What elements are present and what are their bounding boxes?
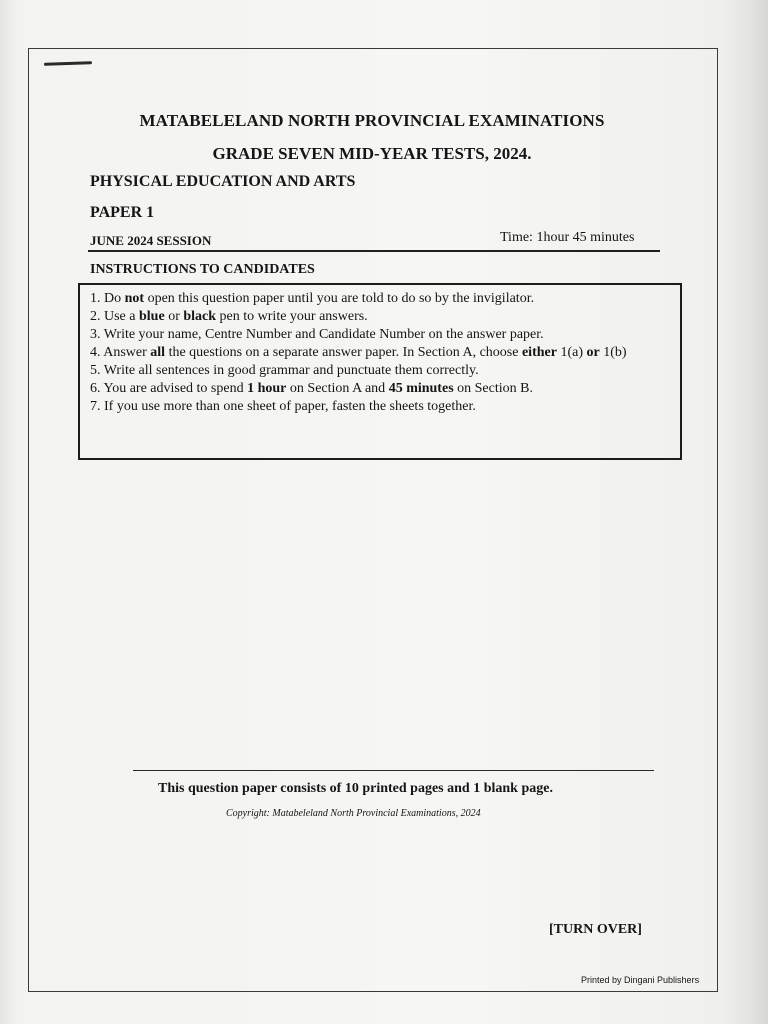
footer-divider — [133, 770, 654, 771]
paper-number: PAPER 1 — [90, 204, 155, 221]
page-count-note: This question paper consists of 10 printed pages and 1 blank page. — [158, 781, 553, 796]
instruction-item: 1. Do not open this question paper until you are told to do so by the invigilator. — [90, 291, 535, 306]
session-label: JUNE 2024 SESSION — [90, 233, 212, 248]
instruction-item: 6. You are advised to spend 1 hour on Section A and 45 minutes on Section B. — [90, 381, 533, 396]
exam-body-title: MATABELELAND NORTH PROVINCIAL EXAMINATIONS — [139, 111, 605, 130]
instructions-list — [90, 290, 670, 416]
printer-credit: Printed by Dingani Publishers — [581, 975, 700, 985]
instruction-item: 5. Write all sentences in good grammar and punctuate them correctly. — [90, 363, 479, 378]
instruction-item: 2. Use a blue or black pen to write your answers. — [90, 309, 368, 324]
instructions-heading: INSTRUCTIONS TO CANDIDATES — [90, 262, 315, 277]
turn-over-label: [TURN OVER] — [549, 922, 642, 937]
instruction-item: 7. If you use more than one sheet of paper, fasten the sheets together. — [90, 399, 476, 414]
instruction-item: 3. Write your name, Centre Number and Candidate Number on the answer paper. — [90, 327, 544, 342]
header-divider — [88, 250, 660, 252]
test-title: GRADE SEVEN MID-YEAR TESTS, 2024. — [212, 144, 532, 163]
subject-title: PHYSICAL EDUCATION AND ARTS — [90, 173, 356, 190]
instruction-item: 4. Answer all the questions on a separate answer paper. In Section A, choose either 1(a) or 1(b) — [90, 345, 627, 360]
time-allowed: Time: 1hour 45 minutes — [500, 230, 635, 245]
copyright-notice: Copyright: Matabeleland North Provincial Examinations, 2024 — [226, 808, 481, 819]
